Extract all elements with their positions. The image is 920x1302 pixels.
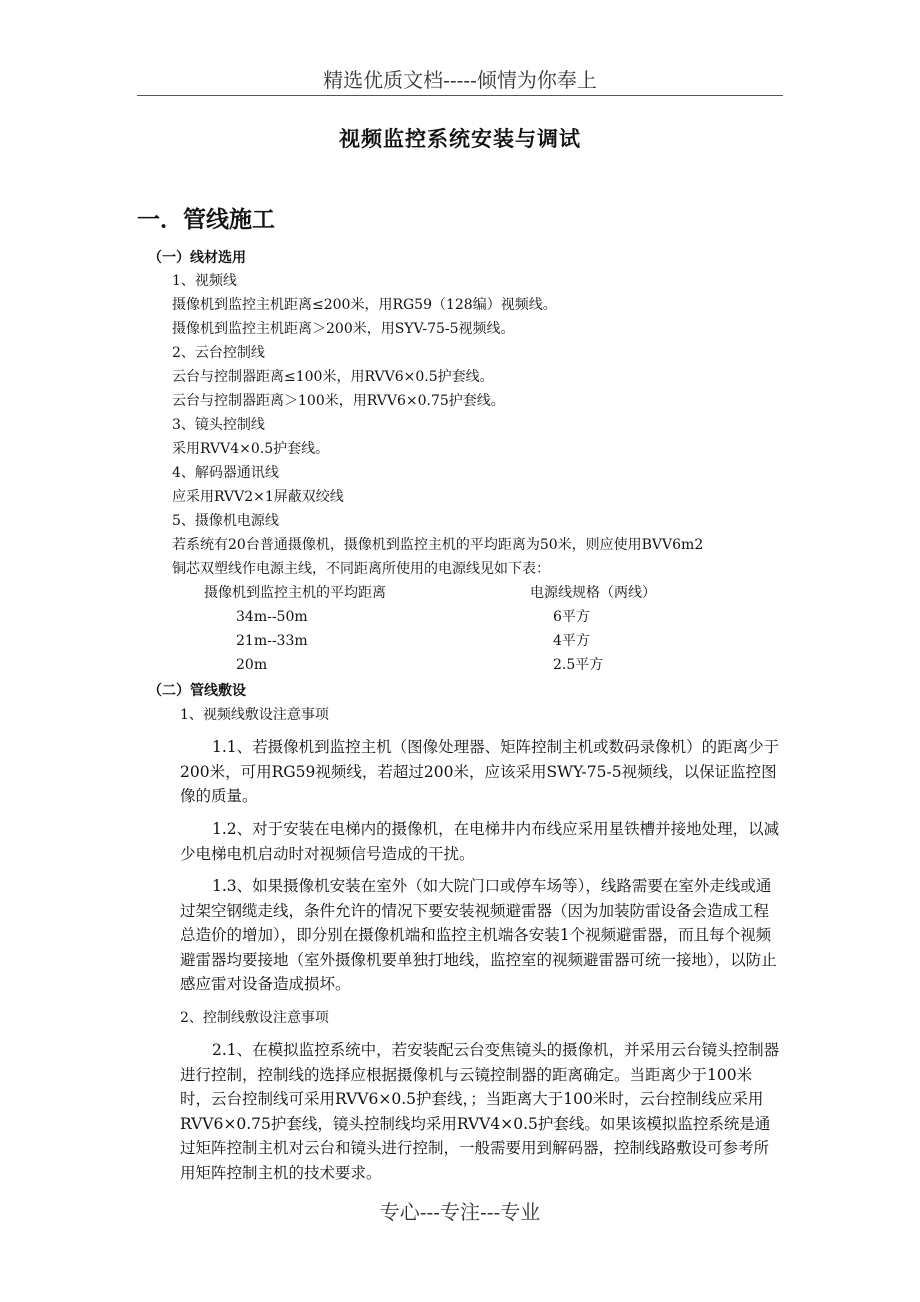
table-header-distance: 摄像机到监控主机的平均距离 [204, 585, 386, 601]
item-line: 铜芯双塑线作电源主线，不同距离所使用的电源线见如下表： [172, 561, 550, 577]
item-label: 1、视频线 [172, 273, 237, 289]
subsection-heading-materials: （一）线材选用 [148, 250, 246, 266]
item-label: 2、控制线敷设注意事项 [180, 1010, 329, 1026]
table-cell-distance: 20m [236, 657, 268, 673]
item-line: 采用RVV4×0.5护套线。 [172, 441, 330, 457]
item-label: 4、解码器通讯线 [172, 465, 279, 481]
paragraph-1-1 [180, 735, 782, 809]
table-header-spec: 电源线规格（两线） [530, 585, 656, 601]
header-divider [137, 95, 783, 96]
item-line: 若系统有20台普通摄像机，摄像机到监控主机的平均距离为50米，则应使用BVV6m2 [172, 537, 704, 553]
paragraph-text: 1.1、若摄像机到监控主机（图像处理器、矩阵控制主机或数码录像机）的距离少于200米，可用RG59视频线，若超过200米，应该采用SWY-75-5视频线，以保证监控图像的质量。 [180, 738, 780, 805]
paragraph-1-3 [180, 874, 782, 997]
item-line: 应采用RVV2×1屏蔽双绞线 [172, 489, 344, 505]
item-label: 1、视频线敷设注意事项 [180, 707, 329, 723]
table-cell-spec: 2.5平方 [553, 657, 604, 673]
paragraph-2-1 [180, 1038, 782, 1185]
table-cell-distance: 21m--33m [236, 633, 308, 649]
item-label: 2、云台控制线 [172, 345, 265, 361]
item-label: 3、镜头控制线 [172, 417, 265, 433]
document-title: 视频监控系统安装与调试 [339, 126, 581, 151]
item-label: 5、摄像机电源线 [172, 513, 279, 529]
table-cell-spec: 6平方 [553, 609, 590, 625]
paragraph-text: 1.2、对于安装在电梯内的摄像机，在电梯井内布线应采用星铁槽并接地处理，以减少电梯电机启动时对视频信号造成的干扰。 [180, 820, 780, 863]
subsection-heading-laying: （二）管线敷设 [148, 683, 246, 699]
paragraph-text: 1.3、如果摄像机安装在室外（如大院门口或停车场等），线路需要在室外走线或通过架空钢缆走线，条件允许的情况下要安装视频避雷器（因为加装防雷设备会造成工程总造价的增加），即分别在摄像机端和监控主机端各安装1个视频避雷器，而且每个视频避雷器均要接地（室外摄像机要单独打地线，监控室的视频避雷器可统一接地），以防止感应雷对设备造成损坏。 [180, 877, 777, 993]
item-line: 云台与控制器距离＞100米，用RVV6×0.75护套线。 [172, 393, 505, 409]
page-footer: 专心---专注---专业 [379, 1200, 541, 1224]
item-line: 摄像机到监控主机距离≤200米，用RG59（128编）视频线。 [172, 297, 557, 313]
paragraph-text: 2.1、在模拟监控系统中，若安装配云台变焦镜头的摄像机，并采用云台镜头控制器进行控制，控制线的选择应根据摄像机与云镜控制器的距离确定。当距离少于100米时，云台控制线可采用RVV6×0.5护套线，；当距离大于100米时，云台控制线应采用RVV6×0.75护套线，镜头控制线均采用RVV4×0.5护套线。如果该模拟监控系统是通过矩阵控制主机对云台和镜头进行控制，一般需要用到解码器，控制线路敷设可参考所用矩阵控制主机的技术要求。 [180, 1041, 780, 1182]
paragraph-1-2 [180, 817, 782, 866]
page-header: 精选优质文档-----倾情为你奉上 [323, 68, 597, 92]
table-cell-distance: 34m--50m [236, 609, 308, 625]
table-cell-spec: 4平方 [553, 633, 590, 649]
section-heading: 一．管线施工 [137, 206, 275, 233]
item-line: 云台与控制器距离≤100米，用RVV6×0.5护套线。 [172, 369, 494, 385]
item-line: 摄像机到监控主机距离＞200米，用SYV-75-5视频线。 [172, 321, 515, 337]
